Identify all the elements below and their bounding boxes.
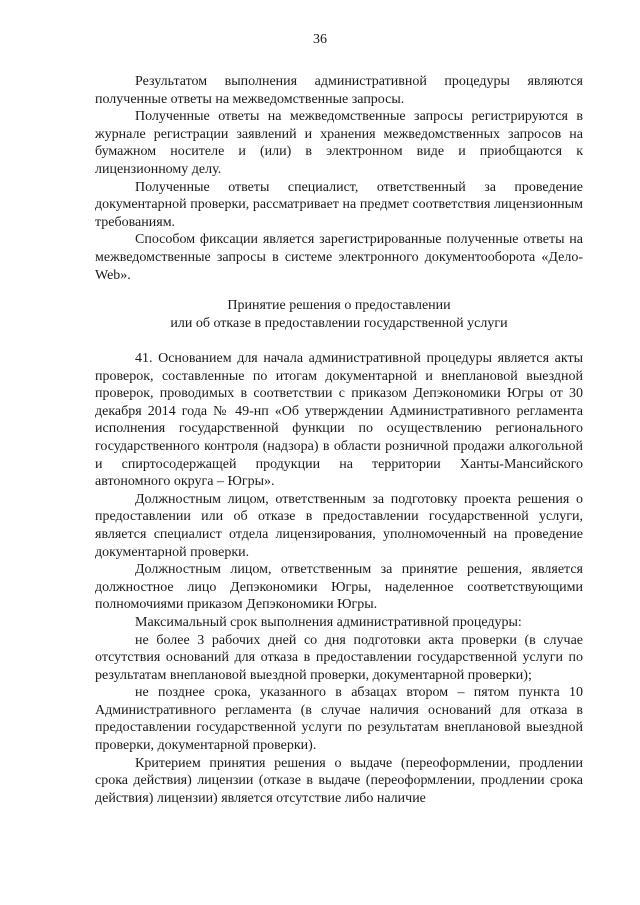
- page-number: 36: [313, 32, 327, 47]
- paragraph: Способом фиксации является зарегистрированные полученные ответы на межведомственные запросы в системе электронного документооборота «Дело-Web».: [95, 232, 583, 283]
- paragraph: Результатом выполнения административной процедуры являются полученные ответы на межведомственные запросы.: [95, 74, 583, 107]
- body-text-before-heading: [95, 73, 583, 284]
- paragraph: Полученные ответы на межведомственные запросы регистрируются в журнале регистрации заявлений и хранения межведомственных запросов на бумажном носителе и (или) в электронном виде и приобщаются к лицензионному делу.: [95, 109, 583, 177]
- paragraph: не позднее срока, указанного в абзацах втором – пятом пункта 10 Административного регламента (в случае наличия оснований для отказа в предоставлении государственной услуги по результатам внеплановой выездной проверки, документарной проверки).: [95, 685, 583, 754]
- paragraph: не более 3 рабочих дней со дня подготовки акта проверки (в случае отсутствия оснований для отказа в предоставлении государственной услуги по результатам внеплановой выездной проверки, документарной проверки);: [95, 632, 583, 683]
- body-text-after-heading: [95, 350, 583, 807]
- section-heading: [95, 297, 583, 333]
- section-heading-line-1: Принятие решения о предоставлении: [227, 298, 451, 313]
- section-heading-line-2: или об отказе в предоставлении государственной услуги: [170, 316, 508, 331]
- paragraph: 41. Основанием для начала административной процедуры является акты проверок, составленные по итогам документарной и внеплановой выездной проверок, проводимых в соответствии с приказом Депэкономики Югры от 30 декабря 2014 года № 49-нп «Об утверждении Административного регламента исполнения государственной функции по осуществлению регионального государственного контроля (надзора) в области розничной продажи алкогольной и спиртосодержащей продукции на территории Ханты-Мансийского автономного округа – Югры».: [95, 351, 583, 490]
- paragraph: Максимальный срок выполнения административной процедуры:: [135, 614, 522, 630]
- paragraph: Полученные ответы специалист, ответственный за проведение документарной проверки, рассматривает на предмет соответствия лицензионным требованиям.: [95, 179, 583, 230]
- paragraph: Должностным лицом, ответственным за подготовку проекта решения о предоставлении или об отказе в предоставлении государственной услуги, является специалист отдела лицензирования, уполномоченный на проведение документарной проверки.: [95, 491, 583, 560]
- paragraph: Критерием принятия решения о выдаче (переоформлении, продлении срока действия) лицензии (отказе в выдаче (переоформлении, продлении срока действия) лицензии) является отсутствие либо наличие: [95, 755, 583, 806]
- paragraph: Должностным лицом, ответственным за принятие решения, является должностное лицо Депэкономики Югры, наделенное соответствующими полномочиями приказом Депэкономики Югры.: [95, 562, 583, 613]
